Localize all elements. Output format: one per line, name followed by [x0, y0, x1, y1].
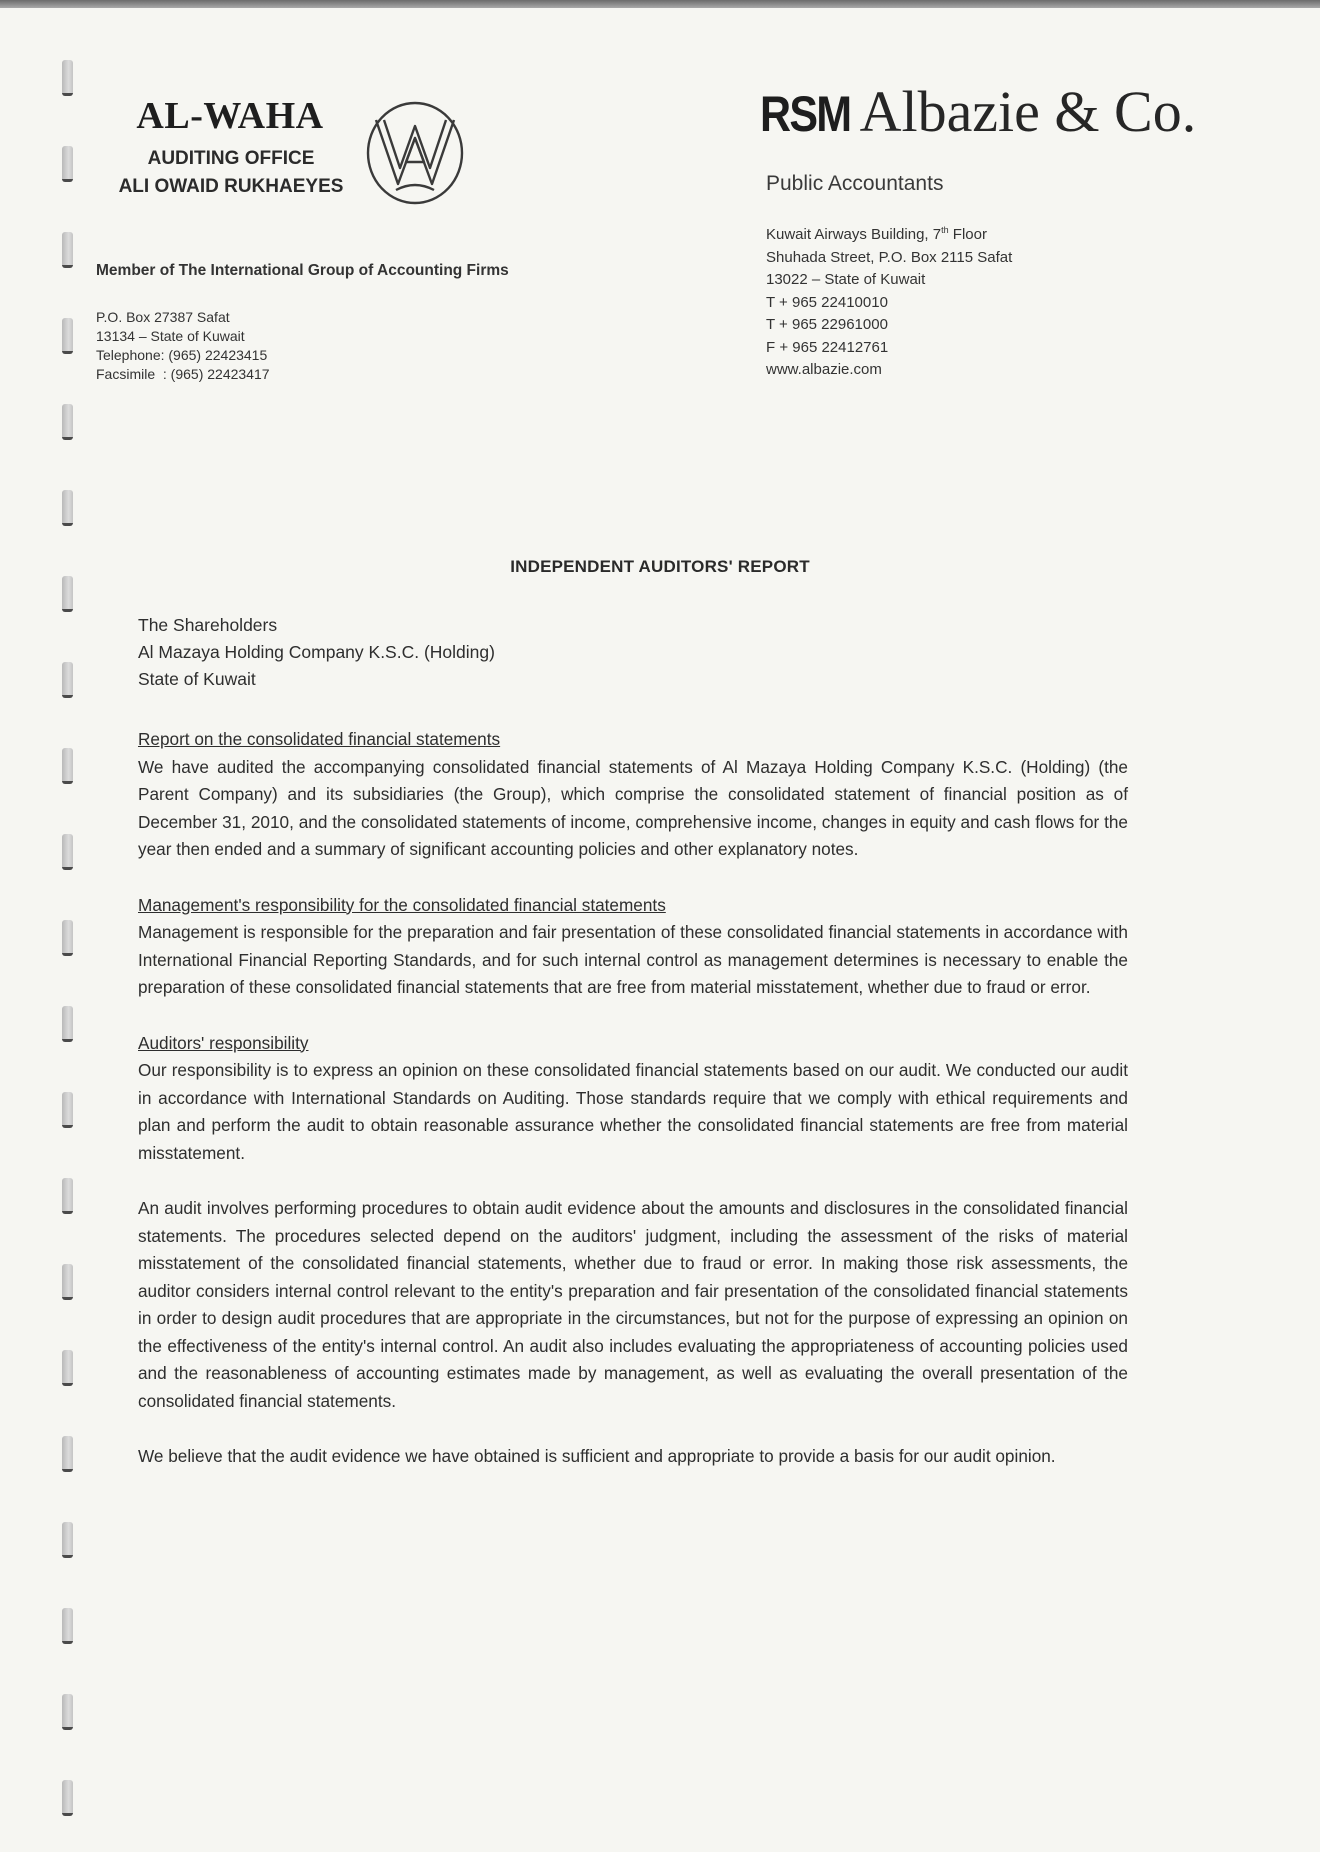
addressee-line: Al Mazaya Holding Company K.S.C. (Holding): [138, 642, 495, 662]
binding-hole: [62, 920, 73, 956]
member-statement: Member of The International Group of Accounting Firms: [96, 262, 509, 279]
section-paragraph: We believe that the audit evidence we have obtained is sufficient and appropriate to provide a basis for our audit opinion.: [138, 1446, 1056, 1466]
alwaha-contact-line: Facsimile : (965) 22423417: [96, 366, 270, 382]
alwaha-contact: [96, 308, 270, 384]
binding-hole: [62, 1694, 73, 1730]
rsm-contact-line: 13022 – State of Kuwait: [766, 271, 926, 288]
binding-hole: [62, 1092, 73, 1128]
alwaha-line1: AUDITING OFFICE: [147, 148, 315, 169]
addressee: [138, 612, 495, 693]
alwaha-line2: ALI OWAID RUKHAEYES: [118, 176, 344, 197]
rsm-address-post: Floor: [948, 226, 987, 243]
section-paragraph: Our responsibility is to express an opinion on these consolidated financial statements based on our audit. We conducted our audit in accordance with International Standards on Auditing. Those standards require that we comply with ethical requirements and plan and perform the audit to obtain reasonable assurance whether the consolidated financial statements are free from material misstatement.: [138, 1060, 1128, 1163]
binding-hole: [62, 834, 73, 870]
rsm-contact-line: T + 965 22961000: [766, 316, 888, 333]
binding-holes: [62, 60, 76, 1820]
alwaha-contact-line: Telephone: (965) 22423415: [96, 347, 268, 363]
binding-hole: [62, 576, 73, 612]
binding-hole: [62, 232, 73, 268]
rsm-firm-name: Albazie & Co.: [859, 79, 1197, 144]
binding-hole: [62, 1178, 73, 1214]
section-paragraph: Management is responsible for the preparation and fair presentation of these consolidated financial statements in accordance with International Financial Reporting Standards, and for such internal control as management determines is necessary to enable the preparation of these consolidated financial statements that are free from material misstatement, whether due to fraud or error.: [138, 922, 1128, 997]
rsm-address-line: [766, 219, 1012, 247]
binding-hole: [62, 404, 73, 440]
rsm-website: www.albazie.com: [766, 361, 882, 378]
binding-hole: [62, 1608, 73, 1644]
alwaha-subtitle: [96, 145, 366, 201]
rsm-contact-line: Shuhada Street, P.O. Box 2115 Safat: [766, 248, 1013, 266]
binding-hole: [62, 1006, 73, 1042]
rsm-address-sup: th: [941, 225, 949, 235]
binding-hole: [62, 318, 73, 354]
al-waha-emblem-icon: [362, 98, 468, 208]
binding-hole: [62, 1436, 73, 1472]
binding-hole: [62, 1780, 73, 1816]
binding-hole: [62, 490, 73, 526]
addressee-line: The Shareholders: [138, 615, 278, 635]
section-paragraph: We have audited the accompanying consolidated financial statements of Al Mazaya Holding Company K.S.C. (Holding) (the Parent Company) and its subsidiaries (the Group), which comprise the consolidated statement of financial position as of December 31, 2010, and the consolidated statements of income, comprehensive income, changes in equity and cash flows for the year then ended and a summary of significant accounting policies and other explanatory notes.: [138, 756, 1128, 859]
rsm-contact-line: T + 965 22410010: [766, 293, 888, 311]
binding-hole: [62, 1350, 73, 1386]
report-title: INDEPENDENT AUDITORS' REPORT: [510, 557, 810, 576]
binding-hole: [62, 1264, 73, 1300]
alwaha-contact-line: 13134 – State of Kuwait: [96, 328, 245, 344]
section-heading: Management's responsibility for the consolidated financial statements: [138, 894, 666, 915]
binding-hole: [62, 146, 73, 182]
binding-hole: [62, 662, 73, 698]
rsm-logo: [760, 78, 1196, 145]
addressee-line: State of Kuwait: [138, 669, 256, 689]
section-paragraph: An audit involves performing procedures to obtain audit evidence about the amounts and disclosures in the consolidated financial statements. The procedures selected depend on the auditors' judgment, including the assessment of the risks of material misstatement of the consolidated financial statements, whether due to fraud or error. In making those risk assessments, the auditor considers internal control relevant to the entity's preparation and fair presentation of the consolidated financial statements in order to design audit procedures that are appropriate in the circumstances, but not for the purpose of expressing an opinion on the effectiveness of the entity's internal control. An audit also includes evaluating the appropriateness of accounting policies used and the reasonableness of accounting estimates made by management, as well as evaluating the overall presentation of the consolidated financial statements.: [138, 1198, 1128, 1411]
binding-hole: [62, 1522, 73, 1558]
report-body: [138, 726, 1128, 1471]
binding-hole: [62, 60, 73, 96]
rsm-brand: RSM: [760, 86, 851, 142]
section-heading: Auditors' responsibility: [138, 1032, 309, 1053]
rsm-address-pre: Kuwait Airways Building, 7: [766, 226, 942, 243]
alwaha-name: AL-WAHA: [136, 95, 324, 137]
rsm-subtitle: Public Accountants: [766, 172, 944, 195]
binding-hole: [62, 748, 73, 784]
rsm-contact-line: F + 965 22412761: [766, 338, 889, 356]
rsm-contact: [766, 219, 1012, 382]
scan-top-edge: [0, 0, 1320, 8]
alwaha-contact-line: P.O. Box 27387 Safat: [96, 309, 230, 325]
section-heading: Report on the consolidated financial statements: [138, 729, 501, 749]
